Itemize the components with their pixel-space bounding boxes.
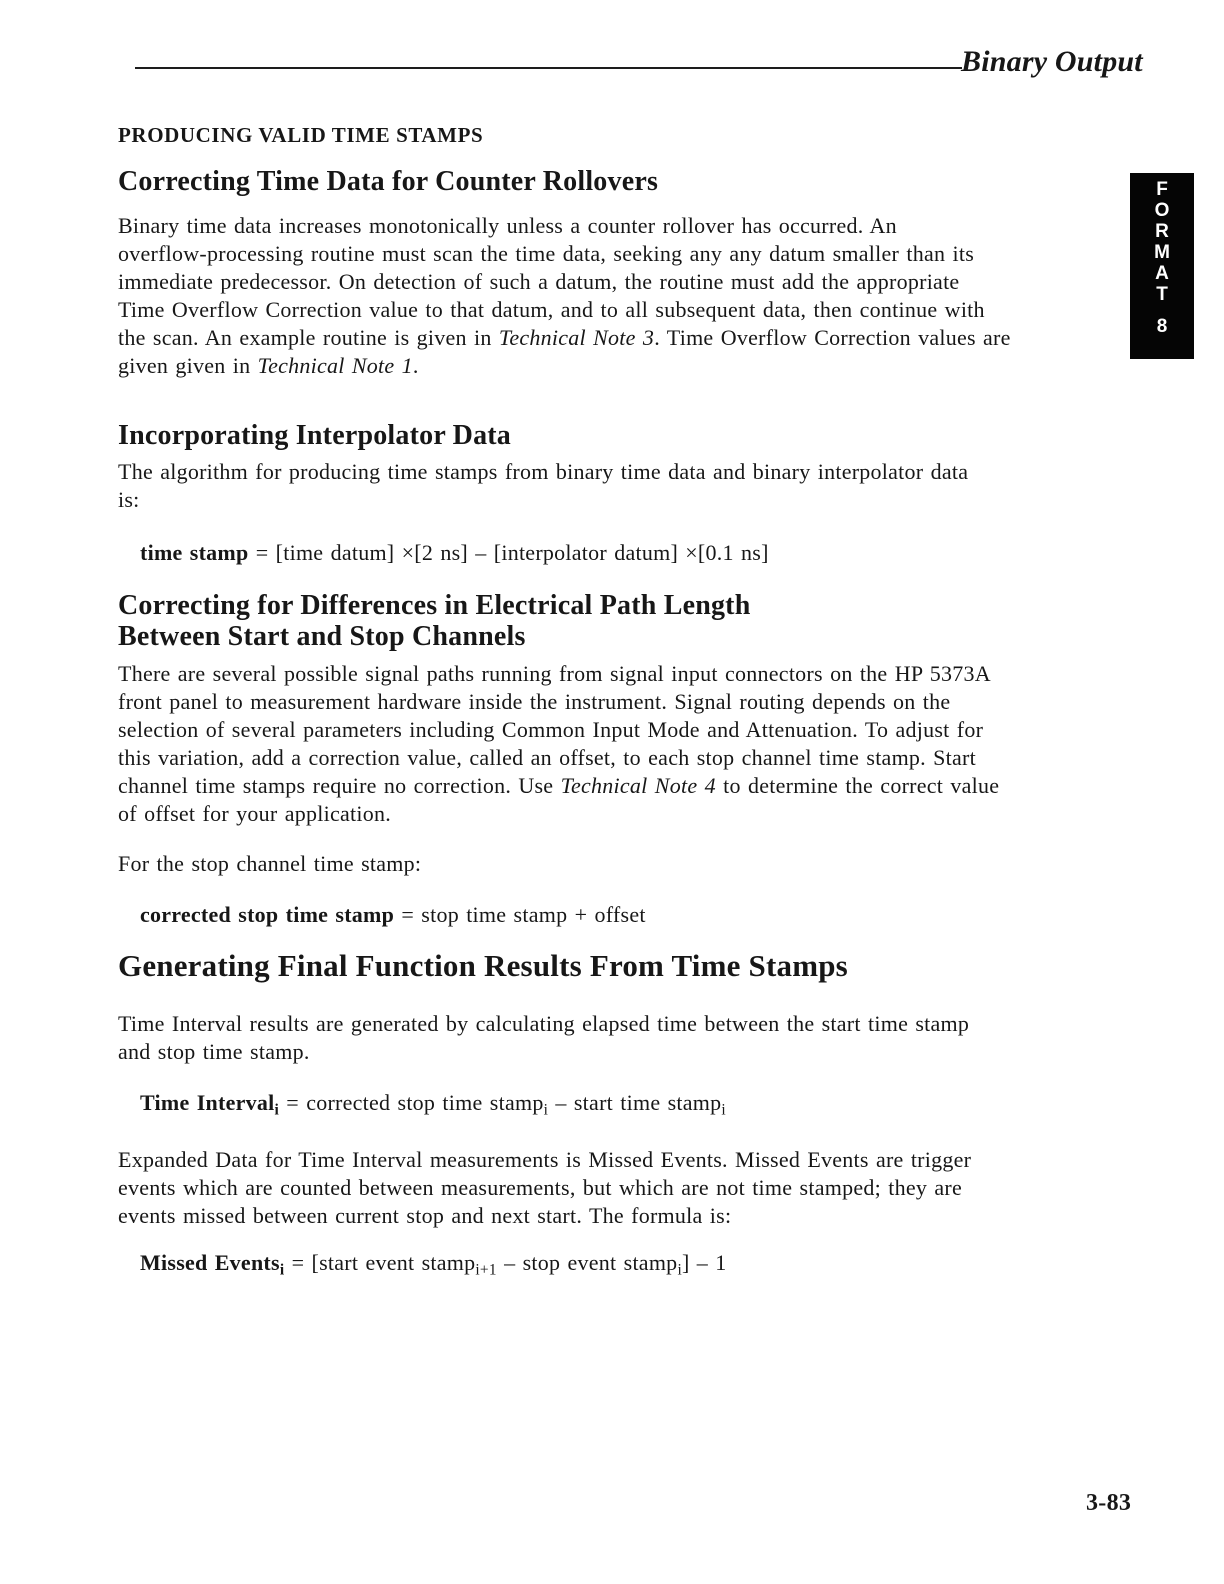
paragraph-missed-events [118, 1146, 971, 1230]
text-run: Missed Events [140, 1250, 280, 1275]
text-line [118, 1174, 971, 1202]
text-run: . [412, 353, 419, 378]
heading-interpolator-data: Incorporating Interpolator Data [118, 420, 511, 451]
format-tab-letter: T [1156, 284, 1168, 305]
text-run: = [time datum] ×[2 ns] – [interpolator datum] ×[0.1 ns] [248, 540, 769, 565]
text-run: i [279, 1261, 285, 1279]
formula-missed-events [140, 1250, 727, 1283]
heading-counter-rollovers: Correcting Time Data for Counter Rollovers [118, 166, 659, 197]
text-run: Binary time data increases monotonically unless a counter rollover has occurred. An [118, 213, 897, 238]
format-tab-letters [1154, 173, 1170, 305]
text-line [118, 688, 999, 716]
heading-final-function-results: Generating Final Function Results From Time Stamps [118, 948, 848, 983]
text-run: immediate predecessor. On detection of such a datum, the routine must add the appropriate [118, 269, 960, 294]
text-run: i [543, 1101, 549, 1119]
formula-time-interval [140, 1090, 726, 1123]
text-run: is: [118, 487, 140, 512]
text-run: the scan. An example routine is given in [118, 325, 499, 350]
heading-electrical-path-length [118, 590, 750, 652]
text-run: = [start event stamp [284, 1250, 476, 1275]
text-line [118, 268, 1011, 296]
text-line [118, 352, 1011, 380]
text-run: given given in [118, 353, 258, 378]
lead-stop-channel: For the stop channel time stamp: [118, 851, 422, 876]
text-run: ] – 1 [681, 1250, 727, 1275]
text-line [118, 486, 968, 514]
text-run: selection of several parameters including Common Input Mode and Attenuation. To adjust for [118, 717, 984, 742]
header-rule [135, 67, 962, 69]
text-run: Technical Note 1 [257, 353, 413, 378]
text-run: Technical Note 3 [498, 325, 655, 350]
text-run: to determine the correct value [715, 773, 1000, 798]
text-run: and stop time stamp. [118, 1039, 310, 1064]
format-tab-letter: F [1156, 179, 1168, 200]
format-tab-letter: A [1155, 263, 1169, 284]
heading-line-2: Between Start and Stop Channels [118, 621, 526, 652]
text-run: = stop time stamp + offset [394, 902, 646, 927]
text-run: Time Interval results are generated by calculating elapsed time between the start time stamp [118, 1011, 970, 1036]
text-run: overflow-processing routine must scan the time data, seeking any any datum smaller than its [118, 241, 975, 266]
format-tab-number: 8 [1156, 316, 1168, 337]
heading-line-1: Correcting for Differences in Electrical Path Length [118, 590, 751, 621]
text-run: There are several possible signal paths running from signal input connectors on the HP 5373A [118, 661, 991, 686]
text-run: Time Overflow Correction value to that datum, and to all subsequent data, then continue with [118, 297, 985, 322]
text-line [118, 212, 1011, 240]
text-line [118, 772, 999, 800]
text-line [118, 1146, 971, 1174]
text-run: of offset for your application. [118, 801, 391, 826]
format-tab-letter: R [1155, 221, 1169, 242]
text-line [118, 240, 1011, 268]
text-run: i [274, 1101, 280, 1119]
text-run: events which are counted between measurements, but which are not time stamped; they are [118, 1175, 962, 1200]
text-run: front panel to measurement hardware inside the instrument. Signal routing depends on the [118, 689, 951, 714]
text-run: Technical Note 4 [560, 773, 716, 798]
paragraph-signal-paths [118, 660, 999, 828]
text-run: this variation, add a correction value, called an offset, to each stop channel time stamp. Start [118, 745, 976, 770]
text-run: – start time stamp [548, 1090, 722, 1115]
paragraph-counter-rollovers [118, 212, 1011, 380]
text-line [118, 660, 999, 688]
text-run: = corrected stop time stamp [279, 1090, 544, 1115]
text-run: – stop event stamp [496, 1250, 678, 1275]
text-line [118, 1202, 971, 1230]
text-run: The algorithm for producing time stamps from binary time data and binary interpolator data [118, 459, 969, 484]
formula-corrected-stop [140, 902, 646, 928]
text-line [118, 1038, 969, 1066]
text-line [118, 324, 1011, 352]
text-run: i+1 [475, 1261, 497, 1279]
text-line [118, 296, 1011, 324]
page-number: 3-83 [1086, 1490, 1132, 1516]
paragraph-interpolator-data [118, 458, 968, 514]
text-line [118, 1010, 969, 1038]
text-run: Time Interval [140, 1090, 275, 1115]
running-header-title: Binary Output [961, 45, 1143, 78]
text-run: events missed between current stop and next start. The formula is: [118, 1203, 732, 1228]
text-line [118, 800, 999, 828]
text-run: corrected stop time stamp [140, 902, 395, 927]
text-line [118, 458, 968, 486]
text-run: time stamp [140, 540, 249, 565]
text-run: i [721, 1101, 726, 1119]
paragraph-time-interval [118, 1010, 969, 1066]
formula-time-stamp [140, 540, 769, 566]
text-run: i [677, 1261, 682, 1279]
text-run: . Time Overflow Correction values are [654, 325, 1011, 350]
text-run: channel time stamps require no correction. Use [118, 773, 561, 798]
section-kicker: PRODUCING VALID TIME STAMPS [118, 123, 484, 147]
format-tab-letter: O [1154, 200, 1170, 221]
format-tab-letter: M [1154, 242, 1170, 263]
text-line [118, 716, 999, 744]
format-tab [1130, 173, 1194, 359]
text-run: Expanded Data for Time Interval measurements is Missed Events. Missed Events are trigger [118, 1147, 972, 1172]
text-line [118, 744, 999, 772]
